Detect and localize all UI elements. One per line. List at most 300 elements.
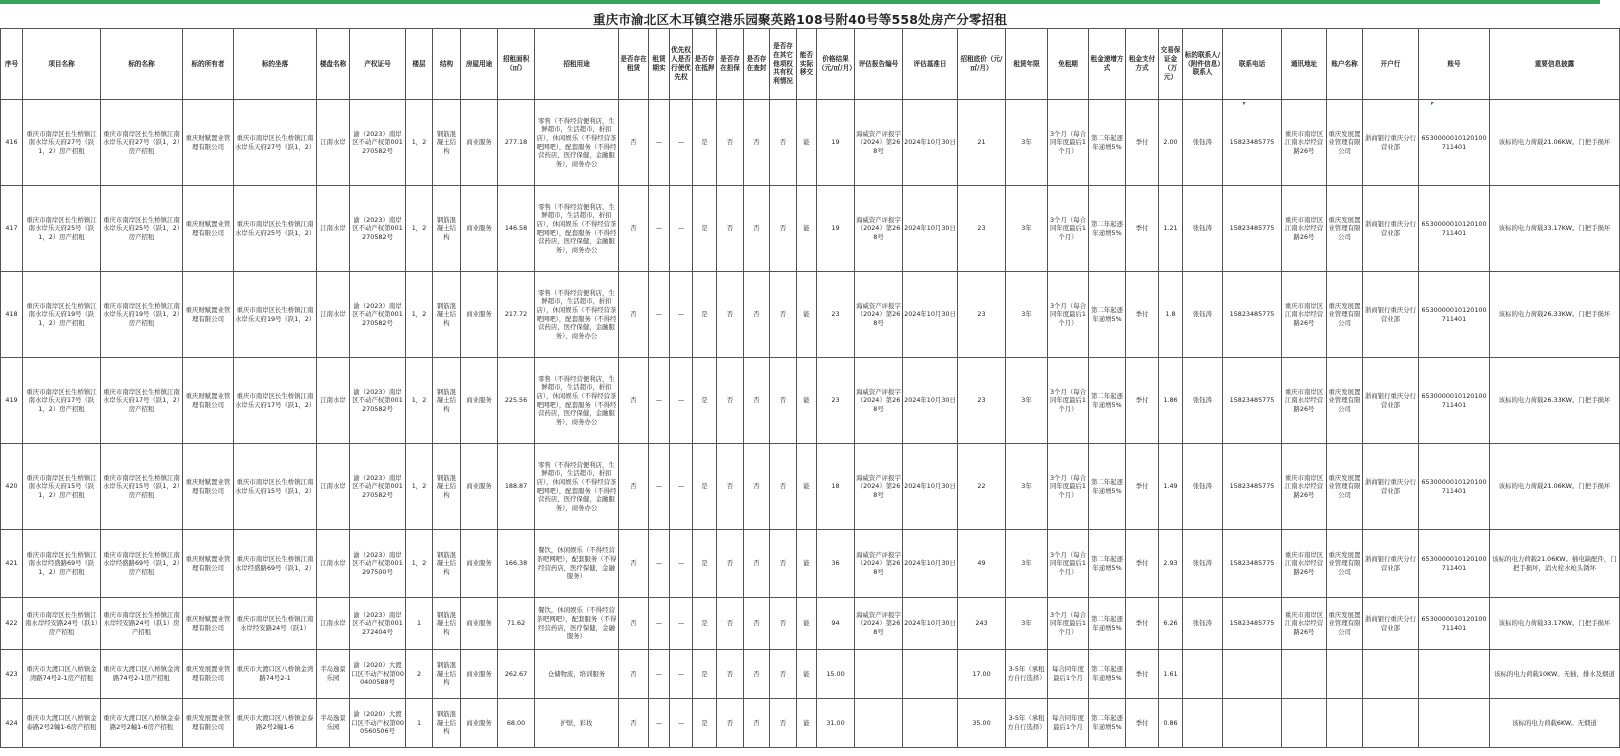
table-cell[interactable]: 31.00 [817,699,855,748]
table-cell[interactable]: 仓储物流，培训服务 [535,650,619,699]
table-cell[interactable]: 22 [958,444,1006,530]
table-cell[interactable]: 护肤，彩妆 [535,699,619,748]
table-cell[interactable]: 第二年起逐年递增5% [1089,186,1126,272]
table-cell[interactable]: 海威资产评报字（2024）第268号 [855,100,903,186]
table-cell[interactable]: 重庆发展置业管理有限公司 [1327,358,1363,444]
table-cell[interactable]: 1，2 [406,444,433,530]
table-cell[interactable]: 217.72 [498,272,535,358]
table-cell[interactable]: 重庆市南岸区长生桥镇江南水岸经盛路69号（跃1，2）房产招租 [23,530,101,598]
table-cell[interactable]: 3个月（每合同年度最后1个月） [1048,186,1089,272]
table-cell[interactable]: 15.00 [817,650,855,699]
table-cell[interactable]: — [670,444,693,530]
table-cell[interactable]: 1.86 [1159,358,1183,444]
table-cell[interactable]: 江南水岸 [317,186,350,272]
table-cell[interactable] [1223,650,1282,699]
table-cell[interactable]: 15823485775 [1223,598,1282,650]
table-cell[interactable]: 否 [717,650,744,699]
table-cell[interactable] [1282,650,1327,699]
table-cell[interactable]: 2024年10月30日 [903,358,958,444]
table-cell[interactable] [1183,699,1223,748]
table-cell[interactable]: 1.49 [1159,444,1183,530]
table-cell[interactable]: — [670,100,693,186]
table-cell[interactable]: 否 [770,699,797,748]
table-cell[interactable]: 是 [693,272,717,358]
table-cell[interactable]: 张钰涛 [1183,358,1223,444]
header-cell[interactable]: 项目名称 [23,29,101,100]
header-cell[interactable]: 价格结果（元/㎡/月） [817,29,855,100]
table-cell[interactable]: 渝（2023）南岸区不动产权第001270582号 [350,444,406,530]
table-cell[interactable]: 3年 [1006,444,1048,530]
table-cell[interactable]: 1，2 [406,530,433,598]
table-cell[interactable]: 渝（2023）南岸区不动产权第001270582号 [350,100,406,186]
table-cell[interactable]: 重庆财赋置业管理有限公司 [183,598,234,650]
table-cell[interactable]: 3个月（每合同年度最后1个月） [1048,100,1089,186]
table-cell[interactable]: 重庆市大渡口区八桥镇金湾路74号2-1房产招租 [23,650,101,699]
header-cell[interactable]: 优先权人是否行使优先权 [670,29,693,100]
table-cell[interactable]: — [670,272,693,358]
table-cell[interactable]: 能 [797,272,817,358]
table-cell[interactable]: 是 [693,598,717,650]
table-cell[interactable]: 15823485775 [1223,358,1282,444]
table-cell[interactable]: — [670,650,693,699]
table-cell[interactable]: 商业服务 [461,358,498,444]
table-cell[interactable]: 418 [1,272,23,358]
table-cell[interactable]: 1，2 [406,272,433,358]
header-cell[interactable]: 招租用途 [535,29,619,100]
table-cell[interactable]: 3年 [1006,530,1048,598]
table-cell[interactable]: 2024年10月30日 [903,272,958,358]
table-cell[interactable]: 季付 [1126,100,1159,186]
table-cell[interactable]: 渝（2020）大渡口区不动产权第000400588号 [350,650,406,699]
table-cell[interactable]: — [670,530,693,598]
table-cell[interactable]: 浙商银行重庆分行营业部 [1363,186,1419,272]
table-cell[interactable]: 第二年起逐年递增5% [1089,650,1126,699]
table-cell[interactable]: 重庆市南岸区长生桥镇江南水岸乐天府19号（跃1，2）房产招租 [23,272,101,358]
table-cell[interactable]: 35.00 [958,699,1006,748]
table-cell[interactable]: 重庆市大渡口区八桥镇金泰路2号2幢1-6房产招租 [23,699,101,748]
table-cell[interactable]: 重庆市南岸区长生桥镇江南水岸经盛路69号（跃1，2）房产招租 [101,530,183,598]
header-cell[interactable]: 结构 [433,29,461,100]
table-cell[interactable]: 重庆市南岸区江南水岸经营路26号 [1282,444,1327,530]
header-cell[interactable]: 交易保证金（万元） [1159,29,1183,100]
table-cell[interactable]: 每合同年度最后1个月 [1048,699,1089,748]
table-cell[interactable]: 是 [693,358,717,444]
table-cell[interactable]: — [649,598,670,650]
table-cell[interactable]: 否 [619,186,649,272]
table-cell[interactable]: 重庆市南岸区长生桥镇江南水岸乐天府15号（跃1，2） [234,444,317,530]
header-cell[interactable]: 租金递增方式 [1089,29,1126,100]
table-cell[interactable] [1419,650,1490,699]
table-cell[interactable] [1183,650,1223,699]
table-cell[interactable]: 海威资产评报字（2024）第268号 [855,598,903,650]
table-cell[interactable]: 2 [406,650,433,699]
header-cell[interactable]: 评估报告编号 [855,29,903,100]
table-cell[interactable]: 是 [693,100,717,186]
table-cell[interactable]: 15823485775 [1223,186,1282,272]
table-cell[interactable]: 重庆市南岸区长生桥镇江南水岸乐天府27号（跃1，2）房产招租 [23,100,101,186]
table-cell[interactable]: 1，2 [406,100,433,186]
table-cell[interactable]: 否 [744,598,770,650]
table-cell[interactable]: 该标的电力荷载21.06KW。门把手损坏 [1490,100,1620,186]
table-cell[interactable]: 第二年起逐年递增5% [1089,272,1126,358]
table-cell[interactable]: 23 [958,186,1006,272]
table-cell[interactable]: 江南水岸 [317,598,350,650]
table-cell[interactable]: 浙商银行重庆分行营业部 [1363,530,1419,598]
table-cell[interactable]: 重庆市大渡口区八桥镇金泰路2号2幢1-6 [234,699,317,748]
table-cell[interactable]: 2.93 [1159,530,1183,598]
table-cell[interactable]: 季付 [1126,530,1159,598]
table-cell[interactable]: 江南水岸 [317,100,350,186]
table-cell[interactable]: 重庆市大渡口区八桥镇金湾路74号2-1 [234,650,317,699]
table-cell[interactable]: 重庆市南岸区长生桥镇江南水岸乐天府25号（跃1，2）房产招租 [23,186,101,272]
table-cell[interactable]: 否 [744,100,770,186]
table-cell[interactable]: 否 [619,100,649,186]
table-cell[interactable]: 1，2 [406,186,433,272]
table-cell[interactable]: 重庆市南岸区江南水岸经营路26号 [1282,100,1327,186]
table-cell[interactable]: 否 [744,530,770,598]
table-cell[interactable]: 海威资产评报字（2024）第268号 [855,272,903,358]
table-cell[interactable]: 重庆市南岸区长生桥镇江南水岸经安路24号（跃1） [234,598,317,650]
table-cell[interactable]: 是 [693,530,717,598]
table-cell[interactable]: 1 [406,699,433,748]
table-cell[interactable]: — [649,186,670,272]
table-cell[interactable]: 渝（2023）南岸区不动产权第001270582号 [350,358,406,444]
table-cell[interactable]: — [670,358,693,444]
table-cell[interactable]: 重庆发展置业管理有限公司 [1327,530,1363,598]
header-cell[interactable]: 标的联系人/（附件信息）联系人 [1183,29,1223,100]
table-cell[interactable]: 浙商银行重庆分行营业部 [1363,598,1419,650]
table-cell[interactable]: 否 [770,186,797,272]
table-cell[interactable]: 商业服务 [461,186,498,272]
table-cell[interactable]: 3年 [1006,598,1048,650]
table-cell[interactable]: 渝（2023）南岸区不动产权第001270582号 [350,186,406,272]
table-cell[interactable]: 零售（不得经营便利店，生鲜超市，生活超市，折扣店），休闲娱乐（不得经营茶吧网吧），配套服务（不得经营药店，医疗保健，金融服务），商务办公 [535,186,619,272]
table-cell[interactable]: 重庆市南岸区长生桥镇江南水岸经安路24号（跃1）房产招租 [23,598,101,650]
header-cell[interactable]: 免租期 [1048,29,1089,100]
table-cell[interactable]: 该标的电力荷载33.17KW。门把手损坏 [1490,186,1620,272]
table-cell[interactable]: 商业服务 [461,598,498,650]
table-cell[interactable]: 15823485775 [1223,444,1282,530]
header-cell[interactable]: 产权证号 [350,29,406,100]
table-cell[interactable]: 否 [717,598,744,650]
table-cell[interactable]: 23 [958,358,1006,444]
table-cell[interactable]: 重庆市南岸区长生桥镇江南水岸乐天府15号（跃1，2）房产招租 [101,444,183,530]
table-cell[interactable]: 2024年10月30日 [903,530,958,598]
table-cell[interactable]: 是 [693,650,717,699]
table-cell[interactable]: 是 [693,444,717,530]
table-cell[interactable]: — [649,699,670,748]
table-cell[interactable]: 否 [717,186,744,272]
table-cell[interactable]: 6530000010120100711401 [1419,100,1490,186]
table-cell[interactable]: 3年 [1006,358,1048,444]
table-cell[interactable]: 419 [1,358,23,444]
table-cell[interactable]: 166.38 [498,530,535,598]
table-cell[interactable]: 能 [797,598,817,650]
table-cell[interactable]: 能 [797,100,817,186]
table-cell[interactable]: 否 [717,699,744,748]
table-cell[interactable]: 262.67 [498,650,535,699]
table-cell[interactable]: 渝（2023）南岸区不动产权第001270582号 [350,272,406,358]
table-cell[interactable]: 23 [817,358,855,444]
table-cell[interactable]: 该标的电力荷载21.06KW。插电缺配件，门把手损坏，消火栓水枪头锈坏 [1490,530,1620,598]
table-cell[interactable]: 零售（不得经营便利店，生鲜超市，生活超市，折扣店），休闲娱乐（不得经营茶吧网吧），配套服务（不得经营药店，医疗保健，金融服务），商务办公 [535,100,619,186]
table-cell[interactable]: 424 [1,699,23,748]
table-cell[interactable]: 重庆发展置业管理有限公司 [1327,272,1363,358]
table-cell[interactable]: 钢筋混凝土结构 [433,186,461,272]
table-cell[interactable]: 海威资产评报字（2024）第268号 [855,530,903,598]
table-cell[interactable]: 第二年起逐年递增5% [1089,100,1126,186]
table-cell[interactable]: 6530000010120100711401 [1419,186,1490,272]
header-cell[interactable]: 标的所有者 [183,29,234,100]
table-cell[interactable]: 重庆市南岸区长生桥镇江南水岸乐天府19号（跃1，2） [234,272,317,358]
table-cell[interactable]: 重庆财赋置业管理有限公司 [183,530,234,598]
table-cell[interactable]: 商业服务 [461,530,498,598]
table-cell[interactable]: 重庆发展置业管理有限公司 [1327,444,1363,530]
table-cell[interactable]: 江南水岸 [317,444,350,530]
table-cell[interactable]: 商业服务 [461,272,498,358]
table-cell[interactable]: 餐饮，休闲娱乐（不得经营茶吧网吧），配套服务（不得经营药店，医疗保健，金融服务） [535,530,619,598]
table-cell[interactable]: 420 [1,444,23,530]
table-cell[interactable]: 23 [958,272,1006,358]
table-cell[interactable]: 商业服务 [461,100,498,186]
table-cell[interactable]: 餐饮，休闲娱乐（不得经营茶吧网吧），配套服务（不得经营药店，医疗保健，金融服务） [535,598,619,650]
table-cell[interactable]: 季付 [1126,444,1159,530]
header-cell[interactable]: 账户名称 [1327,29,1363,100]
header-cell[interactable]: 评估基准日 [903,29,958,100]
table-cell[interactable]: 否 [717,272,744,358]
table-cell[interactable]: 否 [619,530,649,598]
table-cell[interactable]: — [670,598,693,650]
table-cell[interactable]: 3年 [1006,100,1048,186]
header-cell[interactable]: 楼层 [406,29,433,100]
header-cell[interactable]: 序号 [1,29,23,100]
table-cell[interactable]: 该标的电力荷载10KW。无插，排水及烟道 [1490,650,1620,699]
table-cell[interactable] [1327,650,1363,699]
table-cell[interactable]: 零售（不得经营便利店，生鲜超市，生活超市，折扣店），休闲娱乐（不得经营茶吧网吧），配套服务（不得经营药店，医疗保健，金融服务），商务办公 [535,444,619,530]
table-cell[interactable] [903,699,958,748]
table-cell[interactable]: 0.86 [1159,699,1183,748]
table-cell[interactable]: 第二年起逐年递增5% [1089,530,1126,598]
header-cell[interactable]: 招租面积（㎡） [498,29,535,100]
table-cell[interactable]: 否 [717,100,744,186]
table-cell[interactable]: 第二年起逐年递增5% [1089,444,1126,530]
table-cell[interactable]: 该标的电力荷载26.33KW。门把手损坏 [1490,272,1620,358]
table-cell[interactable] [1327,699,1363,748]
table-cell[interactable]: 重庆财赋置业管理有限公司 [183,186,234,272]
table-cell[interactable]: 半岛逸景乐园 [317,699,350,748]
table-cell[interactable]: 重庆市南岸区长生桥镇江南水岸乐天府27号（跃1，2）房产招租 [101,100,183,186]
table-cell[interactable]: 3个月（每合同年度最后1个月） [1048,530,1089,598]
table-cell[interactable]: 3-5年（承租方自行选择） [1006,699,1048,748]
table-cell[interactable]: 17.00 [958,650,1006,699]
table-cell[interactable]: 2.00 [1159,100,1183,186]
table-cell[interactable]: 否 [770,100,797,186]
table-cell[interactable]: 18 [817,444,855,530]
table-cell[interactable]: 6530000010120100711401 [1419,444,1490,530]
table-cell[interactable] [855,699,903,748]
table-cell[interactable]: 否 [744,186,770,272]
cell-comment-marker[interactable] [1431,102,1434,105]
header-cell[interactable]: 租赁期实 [649,29,670,100]
table-cell[interactable]: 该标的电力荷载26.33KW。门把手损坏 [1490,358,1620,444]
table-cell[interactable]: 能 [797,699,817,748]
cell-comment-marker[interactable] [1243,102,1246,105]
table-cell[interactable]: 能 [797,444,817,530]
table-cell[interactable]: 浙商银行重庆分行营业部 [1363,444,1419,530]
table-cell[interactable]: 是 [693,186,717,272]
table-cell[interactable]: 张钰涛 [1183,272,1223,358]
header-cell[interactable]: 是否存在担保 [717,29,744,100]
table-cell[interactable]: 否 [770,598,797,650]
header-cell[interactable]: 是否存在抵押 [693,29,717,100]
header-cell[interactable]: 标的坐落 [234,29,317,100]
table-cell[interactable]: 重庆财赋置业管理有限公司 [183,272,234,358]
table-cell[interactable]: 重庆市南岸区江南水岸经营路26号 [1282,598,1327,650]
table-cell[interactable]: 张钰涛 [1183,598,1223,650]
table-cell[interactable]: 季付 [1126,186,1159,272]
table-cell[interactable]: 否 [619,272,649,358]
table-cell[interactable]: — [670,699,693,748]
table-cell[interactable]: 海威资产评报字（2024）第268号 [855,444,903,530]
table-cell[interactable]: 海威资产评报字（2024）第268号 [855,186,903,272]
table-cell[interactable]: 重庆市南岸区长生桥镇江南水岸乐天府25号（跃1，2）房产招租 [101,186,183,272]
table-cell[interactable]: 张钰涛 [1183,444,1223,530]
header-cell[interactable]: 账号 [1419,29,1490,100]
table-cell[interactable] [855,650,903,699]
table-cell[interactable]: 422 [1,598,23,650]
table-cell[interactable]: — [649,530,670,598]
header-cell[interactable]: 标的名称 [101,29,183,100]
table-cell[interactable] [1419,699,1490,748]
table-cell[interactable]: 23 [817,272,855,358]
table-cell[interactable]: 重庆市大渡口区八桥镇金泰路2号2幢1-6房产招租 [101,699,183,748]
table-cell[interactable]: 2024年10月30日 [903,186,958,272]
table-cell[interactable]: 否 [619,699,649,748]
table-cell[interactable]: 第二年起逐年递增5% [1089,358,1126,444]
header-cell[interactable]: 重要信息披露 [1490,29,1620,100]
table-cell[interactable]: 3个月（每合同年度最后1个月） [1048,272,1089,358]
table-cell[interactable]: 张钰涛 [1183,186,1223,272]
header-cell[interactable]: 联系电话 [1223,29,1282,100]
table-cell[interactable]: 3年 [1006,186,1048,272]
table-cell[interactable]: 浙商银行重庆分行营业部 [1363,100,1419,186]
table-cell[interactable]: 2024年10月30日 [903,100,958,186]
table-cell[interactable]: 钢筋混凝土结构 [433,598,461,650]
table-cell[interactable]: 否 [770,650,797,699]
table-cell[interactable]: 重庆市南岸区江南水岸经营路26号 [1282,272,1327,358]
table-cell[interactable]: 49 [958,530,1006,598]
table-cell[interactable]: 张钰涛 [1183,100,1223,186]
table-cell[interactable]: 重庆财赋置业管理有限公司 [183,444,234,530]
table-cell[interactable]: 钢筋混凝土结构 [433,650,461,699]
table-cell[interactable]: 重庆市南岸区长生桥镇江南水岸经安路24号（跃1）房产招租 [101,598,183,650]
table-cell[interactable]: 江南水岸 [317,272,350,358]
table-cell[interactable]: 1.61 [1159,650,1183,699]
table-cell[interactable]: 是 [693,699,717,748]
table-cell[interactable]: 否 [770,444,797,530]
table-cell[interactable]: 146.58 [498,186,535,272]
table-cell[interactable]: 商业服务 [461,650,498,699]
table-cell[interactable]: 188.87 [498,444,535,530]
table-cell[interactable]: 否 [619,358,649,444]
table-cell[interactable]: 钢筋混凝土结构 [433,444,461,530]
table-cell[interactable]: 第二年起逐年递增5% [1089,699,1126,748]
header-cell[interactable]: 租金支付方式 [1126,29,1159,100]
table-cell[interactable]: 225.56 [498,358,535,444]
table-cell[interactable]: 421 [1,530,23,598]
table-cell[interactable]: 每合同年度最后1个月 [1048,650,1089,699]
table-cell[interactable]: 渝（2023）南岸区不动产权第001297500号 [350,530,406,598]
table-cell[interactable]: 重庆发展置业管理有限公司 [1327,598,1363,650]
header-cell[interactable]: 能否实际移交 [797,29,817,100]
table-cell[interactable]: 商业服务 [461,699,498,748]
table-cell[interactable]: 钢筋混凝土结构 [433,272,461,358]
table-cell[interactable]: 否 [717,444,744,530]
table-cell[interactable]: 季付 [1126,650,1159,699]
table-cell[interactable]: — [649,444,670,530]
header-cell[interactable]: 是否存在查封 [744,29,770,100]
table-cell[interactable]: 该标的电力荷载6KW。无烟道 [1490,699,1620,748]
table-cell[interactable]: 1，2 [406,358,433,444]
table-cell[interactable]: 417 [1,186,23,272]
table-cell[interactable]: 该标的电力荷载33.17KW。门把手损坏 [1490,598,1620,650]
table-cell[interactable]: 浙商银行重庆分行营业部 [1363,272,1419,358]
table-cell[interactable]: 能 [797,650,817,699]
table-cell[interactable]: 江南水岸 [317,530,350,598]
table-cell[interactable]: 243 [958,598,1006,650]
table-cell[interactable]: 6530000010120100711401 [1419,530,1490,598]
table-cell[interactable]: 否 [619,598,649,650]
table-cell[interactable]: 钢筋混凝土结构 [433,100,461,186]
table-cell[interactable]: 重庆发展置业管理有限公司 [1327,100,1363,186]
table-cell[interactable]: 3个月（每合同年度最后1个月） [1048,598,1089,650]
table-cell[interactable]: 重庆发展置业管理有限公司 [183,650,234,699]
table-cell[interactable]: 商业服务 [461,444,498,530]
table-cell[interactable]: — [649,100,670,186]
table-cell[interactable]: 重庆市南岸区长生桥镇江南水岸乐天府27号（跃1，2） [234,100,317,186]
table-cell[interactable]: 重庆财赋置业管理有限公司 [183,100,234,186]
header-cell[interactable]: 租赁年限 [1006,29,1048,100]
table-cell[interactable]: 423 [1,650,23,699]
table-cell[interactable]: 否 [744,272,770,358]
table-cell[interactable]: 否 [770,272,797,358]
table-cell[interactable]: 钢筋混凝土结构 [433,530,461,598]
table-cell[interactable]: 6530000010120100711401 [1419,272,1490,358]
table-cell[interactable]: 3年 [1006,272,1048,358]
table-cell[interactable]: 否 [744,444,770,530]
table-cell[interactable]: 渝（2023）南岸区不动产权第001272404号 [350,598,406,650]
table-cell[interactable]: 重庆市南岸区长生桥镇江南水岸乐天府19号（跃1，2）房产招租 [101,272,183,358]
table-cell[interactable]: 重庆市南岸区长生桥镇江南水岸乐天府15号（跃1，2）房产招租 [23,444,101,530]
table-cell[interactable]: 1 [406,598,433,650]
table-cell[interactable]: — [670,186,693,272]
table-cell[interactable]: 21 [958,100,1006,186]
table-cell[interactable]: 71.62 [498,598,535,650]
table-cell[interactable]: 否 [744,650,770,699]
table-cell[interactable]: 416 [1,100,23,186]
header-cell[interactable]: 楼盘名称 [317,29,350,100]
table-cell[interactable]: 能 [797,186,817,272]
table-cell[interactable]: 15823485775 [1223,100,1282,186]
table-cell[interactable]: 2024年10月30日 [903,598,958,650]
table-cell[interactable]: 6530000010120100711401 [1419,358,1490,444]
table-cell[interactable]: — [649,358,670,444]
table-cell[interactable]: 渝（2020）大渡口区不动产权第000560506号 [350,699,406,748]
table-cell[interactable]: 19 [817,186,855,272]
table-cell[interactable]: 94 [817,598,855,650]
table-cell[interactable]: 277.18 [498,100,535,186]
table-cell[interactable]: 重庆财赋置业管理有限公司 [183,358,234,444]
